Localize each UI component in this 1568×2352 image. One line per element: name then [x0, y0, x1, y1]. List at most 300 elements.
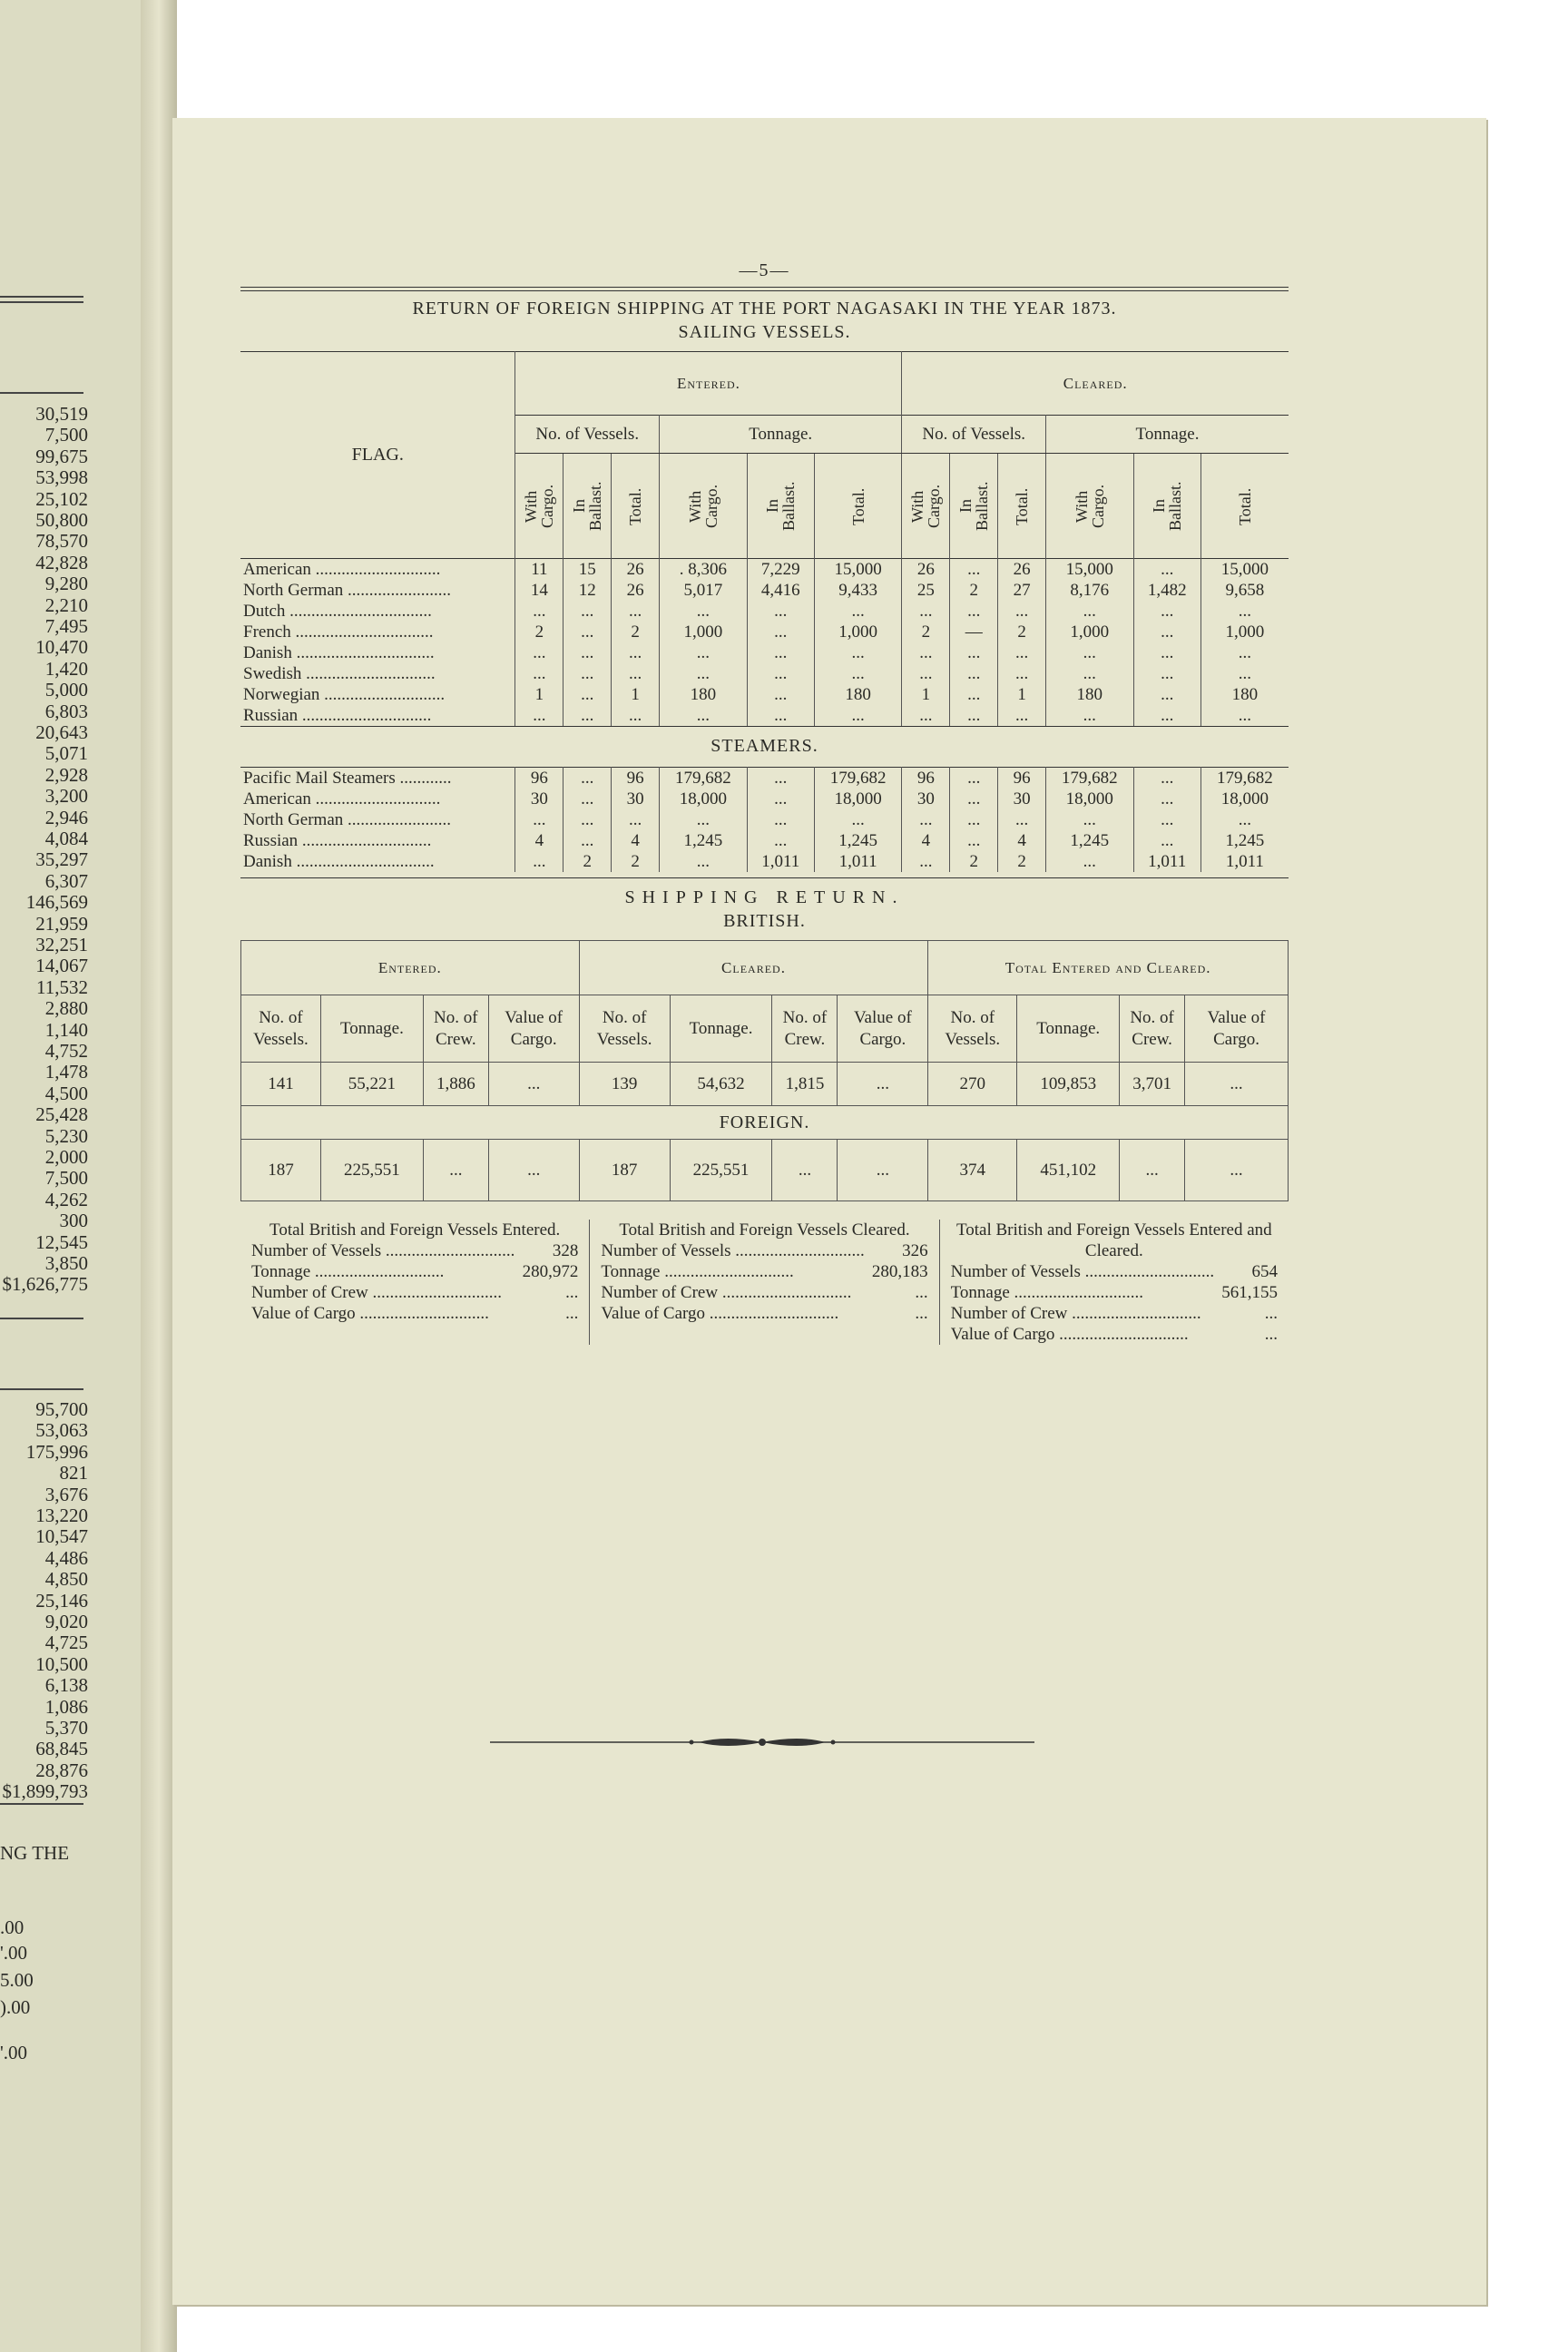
cell-value: ... — [950, 601, 998, 622]
cell-value: 4,416 — [747, 580, 814, 601]
sub-header-in-ballast — [950, 454, 998, 559]
left-number: 99,675 — [35, 445, 88, 467]
left-number: 1,140 — [44, 1018, 88, 1041]
grid-value: 139 — [579, 1063, 670, 1106]
cell-value: 1,000 — [1046, 622, 1134, 642]
left-number: 5,370 — [44, 1717, 88, 1739]
totals-column — [589, 1220, 938, 1345]
left-number: 6,307 — [44, 869, 88, 892]
rule — [240, 726, 1289, 727]
cell-value: ... — [747, 830, 814, 851]
left-rule — [0, 1803, 83, 1805]
cell-value: ... — [612, 663, 660, 684]
sailing-row — [240, 642, 1289, 663]
cleared-tonnage-header: Tonnage. — [1046, 416, 1289, 454]
totals-column — [240, 1220, 589, 1345]
totals-label: Number of Vessels .............................. — [950, 1262, 1215, 1281]
cell-value: 1 — [515, 684, 564, 705]
cell-value: 18,000 — [660, 789, 748, 809]
totals-label: Number of Crew .............................. — [601, 1283, 852, 1302]
grid-value: 54,632 — [670, 1063, 772, 1106]
sailing-row — [240, 622, 1289, 642]
totals-row — [601, 1282, 927, 1303]
sub-header-total — [612, 454, 660, 559]
cell-value: ... — [564, 642, 612, 663]
cell-value: 18,000 — [814, 789, 902, 809]
left-number: 2,880 — [44, 997, 88, 1020]
cell-value: ... — [1133, 601, 1200, 622]
sub-header-label: Total. — [1235, 486, 1254, 525]
cell-value: 4 — [612, 830, 660, 851]
cell-value: 1,000 — [660, 622, 748, 642]
cell-value: ... — [660, 663, 748, 684]
sailing-row — [240, 663, 1289, 684]
left-number: 4,752 — [44, 1040, 88, 1062]
column-header: Tonnage. — [1017, 995, 1120, 1063]
book-gutter — [141, 0, 177, 2352]
cell-value: 8,176 — [1046, 580, 1134, 601]
cell-value: — — [950, 622, 998, 642]
totals-label: Value of Cargo .............................. — [601, 1304, 839, 1323]
totals-label: Tonnage .............................. — [601, 1262, 794, 1281]
cell-value: 1 — [998, 684, 1046, 705]
sub-header-in-ballast — [747, 454, 814, 559]
grid-value: ... — [488, 1140, 579, 1201]
cell-value: ... — [660, 809, 748, 830]
steamer-row — [240, 830, 1289, 851]
sub-header-in-ballast — [564, 454, 612, 559]
cell-value: ... — [747, 768, 814, 789]
cell-value: 1,482 — [1133, 580, 1200, 601]
cell-value: ... — [998, 809, 1046, 830]
grid-value: ... — [423, 1140, 488, 1201]
cell-value: ... — [1046, 642, 1134, 663]
cell-value: ... — [950, 642, 998, 663]
column-header: Value of Cargo. — [1185, 995, 1289, 1063]
column-header: No. of Vessels. — [241, 995, 321, 1063]
cell-value: ... — [564, 789, 612, 809]
sub-header-total — [1200, 454, 1289, 559]
sub-header-total — [998, 454, 1046, 559]
cell-value: ... — [564, 622, 612, 642]
cell-value: 15 — [564, 559, 612, 581]
cell-value: ... — [660, 642, 748, 663]
cell-value: 2 — [612, 851, 660, 872]
left-number: 4,262 — [44, 1188, 88, 1210]
left-number: $1,626,775 — [2, 1273, 88, 1296]
cell-value: ... — [902, 705, 950, 726]
left-rule — [0, 392, 83, 394]
column-header: No. of Crew. — [772, 995, 838, 1063]
left-double-rule — [0, 296, 83, 298]
cell-value: 26 — [998, 559, 1046, 581]
left-number: 28,876 — [35, 1759, 88, 1781]
sub-header-with-cargo — [1046, 454, 1134, 559]
sub-header-total — [814, 454, 902, 559]
totals-value: ... — [1264, 1325, 1278, 1344]
cell-value: ... — [747, 601, 814, 622]
entered-vessels-header: No. of Vessels. — [515, 416, 660, 454]
totals-value: 280,972 — [522, 1262, 579, 1281]
totals-value: 328 — [552, 1241, 579, 1260]
flag-name: Swedish .............................. — [240, 663, 515, 684]
cell-value: 2 — [902, 622, 950, 642]
cell-value: ... — [950, 830, 998, 851]
totals-label: Value of Cargo .............................. — [950, 1325, 1189, 1344]
left-partial-number: '.00 — [0, 1942, 28, 1964]
totals-row — [951, 1303, 1278, 1324]
cell-value: 1,011 — [747, 851, 814, 872]
grid-value: 55,221 — [320, 1063, 423, 1106]
grid-value: 141 — [241, 1063, 321, 1106]
grid-value: 225,551 — [320, 1140, 423, 1201]
left-number: 175,996 — [25, 1440, 88, 1463]
left-number: 95,700 — [35, 1398, 88, 1420]
cell-value: ... — [998, 663, 1046, 684]
left-number: 10,470 — [35, 636, 88, 659]
cell-value: 5,017 — [660, 580, 748, 601]
cell-value: ... — [1046, 809, 1134, 830]
sailing-row — [240, 580, 1289, 601]
cell-value: 30 — [902, 789, 950, 809]
left-number: 7,500 — [44, 1167, 88, 1190]
cell-value: ... — [1046, 663, 1134, 684]
cell-value: 179,682 — [1217, 769, 1273, 788]
cell-value: 1,011 — [814, 851, 902, 872]
flag-name: Danish ................................ — [240, 642, 515, 663]
totals-label: Number of Crew .............................. — [251, 1283, 502, 1302]
column-header: No. of Vessels. — [579, 995, 670, 1063]
cell-value: ... — [612, 705, 660, 726]
cell-value: 18,000 — [1220, 789, 1269, 808]
sub-header-label: In Ballast. — [956, 481, 992, 531]
cell-value: ... — [515, 601, 564, 622]
left-number: 12,545 — [35, 1230, 88, 1253]
totals-row — [601, 1240, 927, 1261]
british-cleared-group: Cleared. — [579, 941, 928, 995]
grid-value: 187 — [241, 1140, 321, 1201]
column-header: No. of Vessels. — [928, 995, 1017, 1063]
cell-value: 30 — [612, 789, 660, 809]
cell-value: 2 — [998, 622, 1046, 642]
totals-row — [251, 1240, 578, 1261]
totals-value: ... — [915, 1283, 928, 1302]
totals-value: 326 — [902, 1241, 928, 1260]
totals-heading: Total British and Foreign Vessels Cleared. — [619, 1220, 910, 1240]
left-number: 821 — [59, 1462, 88, 1485]
cell-value: ... — [1133, 789, 1200, 809]
sub-header-label: Total. — [848, 486, 867, 525]
sailing-vessels-title: SAILING VESSELS. — [678, 322, 851, 342]
cell-value: ... — [747, 622, 814, 642]
cell-value: ... — [1133, 830, 1200, 851]
cell-value: ... — [950, 559, 998, 581]
left-number: 7,500 — [44, 424, 88, 446]
totals-summary — [240, 1220, 1289, 1345]
cell-value: 26 — [612, 559, 660, 581]
cell-value: ... — [950, 768, 998, 789]
flag-name: Danish ................................ — [240, 851, 515, 872]
left-number: 5,071 — [44, 742, 88, 765]
cell-value: ... — [902, 663, 950, 684]
cell-value: ... — [1133, 684, 1200, 705]
cell-value: 9,658 — [1225, 581, 1265, 600]
left-number: 53,063 — [35, 1419, 88, 1442]
cell-value: ... — [902, 809, 950, 830]
left-number: 9,020 — [44, 1611, 88, 1632]
entered-tonnage-header: Tonnage. — [660, 416, 902, 454]
sub-header-label: Total. — [1013, 486, 1032, 525]
flag-name: Dutch ................................. — [240, 601, 515, 622]
cell-value: ... — [515, 642, 564, 663]
cell-value: ... — [515, 851, 564, 872]
left-number: 68,845 — [35, 1738, 88, 1760]
totals-row — [951, 1282, 1278, 1303]
cell-value: ... — [660, 705, 748, 726]
cell-value: 1,011 — [1225, 852, 1264, 871]
column-header: No. of Crew. — [423, 995, 488, 1063]
cell-value: ... — [515, 809, 564, 830]
foreign-heading: FOREIGN. — [241, 1106, 1289, 1140]
cell-value: ... — [1046, 705, 1134, 726]
totals-value: ... — [565, 1304, 579, 1323]
left-number: 300 — [59, 1210, 88, 1232]
cell-value: ... — [747, 705, 814, 726]
totals-heading: Total British and Foreign Vessels Entered. — [270, 1220, 561, 1240]
cell-value: ... — [564, 768, 612, 789]
flag-name: Russian .............................. — [240, 830, 515, 851]
left-number: 25,428 — [35, 1103, 88, 1126]
cell-value: ... — [564, 684, 612, 705]
sub-header-label: Total. — [626, 486, 645, 525]
cell-value: 14 — [515, 580, 564, 601]
sub-header-with-cargo — [902, 454, 950, 559]
flag-name: American ............................. — [240, 559, 515, 581]
cell-value: 7,229 — [747, 559, 814, 581]
left-number: $1,899,793 — [2, 1780, 88, 1803]
grid-value: 3,701 — [1120, 1063, 1185, 1106]
sailing-row — [240, 601, 1289, 622]
left-number: 35,297 — [35, 848, 88, 871]
left-number: 4,725 — [44, 1632, 88, 1654]
cell-value: ... — [660, 851, 748, 872]
left-number: 6,138 — [44, 1674, 88, 1697]
cell-value: ... — [1133, 705, 1200, 726]
totals-value: ... — [1264, 1304, 1278, 1323]
cell-value: ... — [950, 705, 998, 726]
left-rule — [0, 1388, 83, 1390]
grid-value: ... — [838, 1140, 928, 1201]
cell-value: 96 — [515, 768, 564, 789]
cell-value: 12 — [564, 580, 612, 601]
left-number: 25,146 — [35, 1589, 88, 1612]
cell-value: ... — [564, 809, 612, 830]
cell-value: ... — [814, 601, 902, 622]
left-number: 1,478 — [44, 1061, 88, 1083]
left-number: 4,486 — [44, 1546, 88, 1569]
cell-value: ... — [1238, 706, 1252, 725]
grid-value: 374 — [928, 1140, 1017, 1201]
cell-value: 1,000 — [1225, 622, 1265, 642]
grid-value: 451,102 — [1017, 1140, 1120, 1201]
left-number: 10,500 — [35, 1652, 88, 1675]
sub-header-in-ballast — [1133, 454, 1200, 559]
cell-value: 15,000 — [814, 559, 902, 581]
cell-value: ... — [1238, 810, 1252, 829]
grid-value: ... — [838, 1063, 928, 1106]
left-number: 9,280 — [44, 573, 88, 595]
cell-value: 4 — [998, 830, 1046, 851]
flag-name: American ............................. — [240, 789, 515, 809]
cell-value: 96 — [998, 768, 1046, 789]
column-header: Tonnage. — [320, 995, 423, 1063]
cell-value: ... — [564, 601, 612, 622]
grid-value: ... — [1185, 1140, 1289, 1201]
left-number: 4,084 — [44, 828, 88, 849]
column-header: Value of Cargo. — [488, 995, 579, 1063]
cell-value: ... — [814, 809, 902, 830]
cell-value: ... — [747, 684, 814, 705]
cell-value: 1 — [612, 684, 660, 705]
cell-value: ... — [1133, 809, 1200, 830]
rule — [240, 877, 1289, 878]
cell-value: ... — [1238, 643, 1252, 662]
totals-value: 280,183 — [871, 1262, 928, 1281]
totals-label: Number of Vessels .............................. — [601, 1241, 865, 1260]
grid-value: ... — [772, 1140, 838, 1201]
cell-value: ... — [1046, 851, 1134, 872]
left-double-rule — [0, 301, 83, 303]
flag-header: FLAG. — [240, 352, 515, 559]
column-header: Value of Cargo. — [838, 995, 928, 1063]
report-title: RETURN OF FOREIGN SHIPPING AT THE PORT NAGASAKI IN THE YEAR 1873. — [412, 299, 1117, 318]
left-partial-heading: NG THE — [0, 1842, 70, 1864]
left-number: 25,102 — [35, 487, 88, 510]
sub-header-label: With Cargo. — [522, 484, 557, 528]
cell-value: 180 — [1046, 684, 1134, 705]
cell-value: 180 — [1231, 685, 1259, 704]
left-partial-number: 5.00 — [0, 1969, 34, 1991]
cell-value: ... — [1133, 642, 1200, 663]
cell-value: ... — [747, 642, 814, 663]
british-heading: BRITISH. — [723, 911, 806, 931]
cell-value: 1,245 — [1225, 831, 1265, 850]
left-number: 2,210 — [44, 593, 88, 616]
left-number: 11,532 — [36, 975, 88, 998]
cell-value: 2 — [612, 622, 660, 642]
cell-value: 9,433 — [814, 580, 902, 601]
cell-value: ... — [814, 663, 902, 684]
left-number: 3,676 — [44, 1483, 88, 1505]
cell-value: 2 — [950, 580, 998, 601]
flag-name: French ................................ — [240, 622, 515, 642]
sub-header-with-cargo — [515, 454, 564, 559]
grid-value: ... — [488, 1063, 579, 1106]
left-number: 7,495 — [44, 615, 88, 637]
left-number: 78,570 — [35, 530, 88, 553]
grid-value: 225,551 — [670, 1140, 772, 1201]
cell-value: ... — [612, 642, 660, 663]
cell-value: ... — [814, 705, 902, 726]
cell-value: ... — [747, 809, 814, 830]
cell-value: 2 — [515, 622, 564, 642]
cell-value: ... — [950, 809, 998, 830]
cell-value: ... — [564, 663, 612, 684]
cell-value: ... — [1046, 601, 1134, 622]
left-number: 2,000 — [44, 1146, 88, 1168]
cell-value: 26 — [902, 559, 950, 581]
sailing-row — [240, 559, 1289, 581]
left-number: 6,803 — [44, 700, 88, 722]
cell-value: ... — [998, 705, 1046, 726]
grid-value: ... — [1120, 1140, 1185, 1201]
cell-value: ... — [950, 684, 998, 705]
left-number: 53,998 — [35, 466, 88, 489]
sailing-row — [240, 705, 1289, 726]
totals-row — [251, 1303, 578, 1324]
cell-value: ... — [950, 663, 998, 684]
sailing-vessels-table — [240, 351, 1289, 726]
sub-header-label: With Cargo. — [1072, 484, 1107, 528]
sub-header-with-cargo — [660, 454, 748, 559]
totals-row — [601, 1303, 927, 1324]
left-number: 3,850 — [44, 1252, 88, 1274]
left-number: 5,230 — [44, 1124, 88, 1147]
sub-header-label: In Ballast. — [1150, 481, 1185, 531]
left-number: 5,000 — [44, 679, 88, 701]
left-partial-number: '.00 — [0, 2042, 28, 2063]
cell-value: 18,000 — [1046, 789, 1134, 809]
sailing-row — [240, 684, 1289, 705]
cell-value: ... — [1133, 622, 1200, 642]
steamers-heading: STEAMERS. — [710, 736, 818, 756]
totals-heading: Total British and Foreign Vessels Entered and Cleared. — [956, 1220, 1272, 1260]
cell-value: ... — [950, 789, 998, 809]
flag-name: North German ........................ — [240, 580, 515, 601]
left-number: 50,800 — [35, 509, 88, 531]
entered-header: Entered. — [515, 352, 902, 416]
grid-value: 270 — [928, 1063, 1017, 1106]
cell-value: 30 — [998, 789, 1046, 809]
left-number: 42,828 — [35, 551, 88, 573]
left-number: 2,946 — [44, 806, 88, 828]
cell-value: 1,245 — [1046, 830, 1134, 851]
steamer-row — [240, 768, 1289, 789]
totals-row — [251, 1282, 578, 1303]
cell-value: 179,682 — [1046, 768, 1134, 789]
cell-value: 25 — [902, 580, 950, 601]
cell-value: 179,682 — [660, 768, 748, 789]
grid-value: 1,815 — [772, 1063, 838, 1106]
totals-row — [601, 1261, 927, 1282]
steamer-row — [240, 851, 1289, 872]
cell-value: 4 — [902, 830, 950, 851]
left-number: 1,086 — [44, 1695, 88, 1718]
totals-row — [251, 1261, 578, 1282]
totals-value: ... — [915, 1304, 928, 1323]
left-number: 146,569 — [25, 891, 88, 914]
cell-value: 15,000 — [1220, 560, 1269, 579]
shipping-return-heading: SHIPPING RETURN. — [624, 887, 905, 907]
totals-label: Tonnage .............................. — [950, 1283, 1144, 1302]
left-partial-number: .00 — [0, 1916, 24, 1938]
grid-value: 187 — [579, 1140, 670, 1201]
cell-value: 179,682 — [814, 768, 902, 789]
cell-value: ... — [747, 789, 814, 809]
sub-header-label: With Cargo. — [685, 484, 720, 528]
left-rule — [0, 1318, 83, 1319]
totals-label: Number of Vessels .............................. — [251, 1241, 515, 1260]
